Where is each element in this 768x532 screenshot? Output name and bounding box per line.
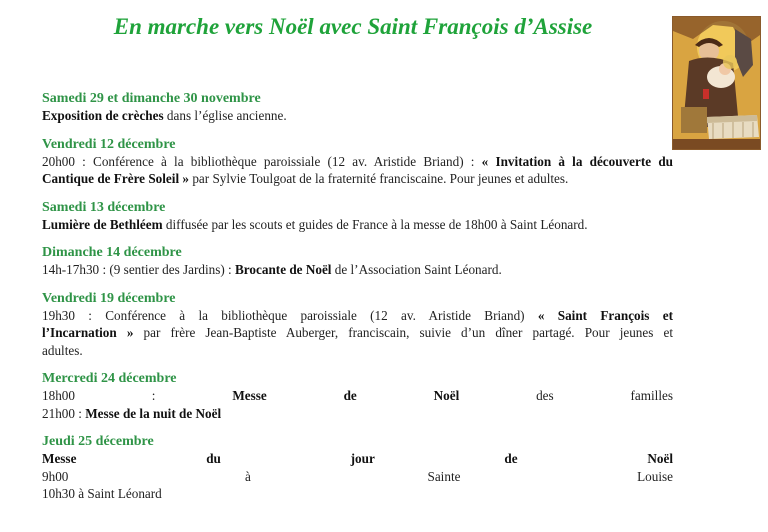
event-line	[42, 342, 673, 360]
event-item	[42, 136, 673, 188]
event-text: 18h00 :	[42, 388, 233, 403]
event-line	[42, 307, 673, 325]
event-line	[42, 261, 673, 279]
event-text: 21h00 :	[42, 405, 86, 421]
event-text: par Sylvie Toulgoat de la fraternité franciscaine. Pour jeunes et adultes.	[189, 171, 569, 186]
event-highlight: « Invitation à la découverte du	[481, 153, 673, 169]
event-text: 9h00 à Sainte Louise	[42, 468, 673, 484]
event-line	[42, 107, 673, 125]
event-line	[42, 170, 673, 188]
event-item	[42, 244, 673, 279]
event-text: 20h00 : Conférence à la bibliothèque paroissiale (12 av. Aristide Briand) :	[42, 153, 482, 169]
event-text: 10h30 à Saint Léonard	[42, 486, 162, 501]
event-highlight: Lumière de Bethléem	[42, 216, 163, 232]
event-date: Vendredi 19 décembre	[42, 290, 176, 306]
event-highlight: Messe de Noël	[232, 388, 460, 403]
event-date: Jeudi 25 décembre	[42, 434, 154, 449]
event-text: diffusée par les scouts et guides de France à la messe de 18h00 à Saint Léonard.	[162, 216, 588, 232]
event-date: Samedi 13 décembre	[42, 199, 166, 215]
event-date: Dimanche 14 décembre	[42, 245, 182, 260]
event-line	[42, 324, 673, 342]
event-date: Vendredi 12 décembre	[42, 136, 176, 152]
event-text: par frère Jean-Baptiste Auberger, franciscain, suivie d’un dîner partagé. Pour jeunes et	[133, 325, 673, 340]
event-highlight: l’Incarnation »	[42, 325, 134, 340]
event-highlight: Exposition de crèches	[42, 108, 164, 123]
event-line	[42, 153, 673, 171]
event-line	[42, 485, 673, 503]
event-item	[42, 370, 673, 422]
page-title: En marche vers Noël avec Saint François d’Assise	[113, 14, 593, 39]
event-list	[42, 90, 673, 514]
event-item	[42, 290, 673, 360]
event-text: de l’Association Saint Léonard.	[331, 262, 502, 277]
event-item	[42, 90, 673, 125]
event-line	[42, 405, 673, 423]
event-text: adultes.	[42, 342, 83, 358]
event-highlight: Brocante de Noël	[235, 262, 332, 277]
event-text: dans l’église ancienne.	[163, 108, 287, 123]
event-item	[42, 199, 673, 234]
event-line	[42, 387, 673, 405]
event-date: Mercredi 24 décembre	[42, 371, 177, 386]
event-text: 19h30 : Conférence à la bibliothèque paroissiale (12 av. Aristide Briand)	[42, 307, 538, 323]
event-highlight: Messe du jour de Noël	[42, 451, 673, 466]
event-line	[42, 450, 673, 468]
event-item	[42, 433, 673, 503]
event-highlight: « Saint François et	[537, 307, 673, 323]
event-text: des familles	[459, 388, 673, 403]
event-line	[42, 468, 673, 486]
event-date: Samedi 29 et dimanche 30 novembre	[42, 91, 261, 106]
event-text: 14h-17h30 : (9 sentier des Jardins) :	[42, 262, 236, 277]
event-highlight: Cantique de Frère Soleil »	[42, 171, 190, 186]
event-highlight: Messe de la nuit de Noël	[85, 405, 222, 421]
saint-francis-icon-image	[672, 16, 761, 150]
event-line	[42, 216, 673, 234]
